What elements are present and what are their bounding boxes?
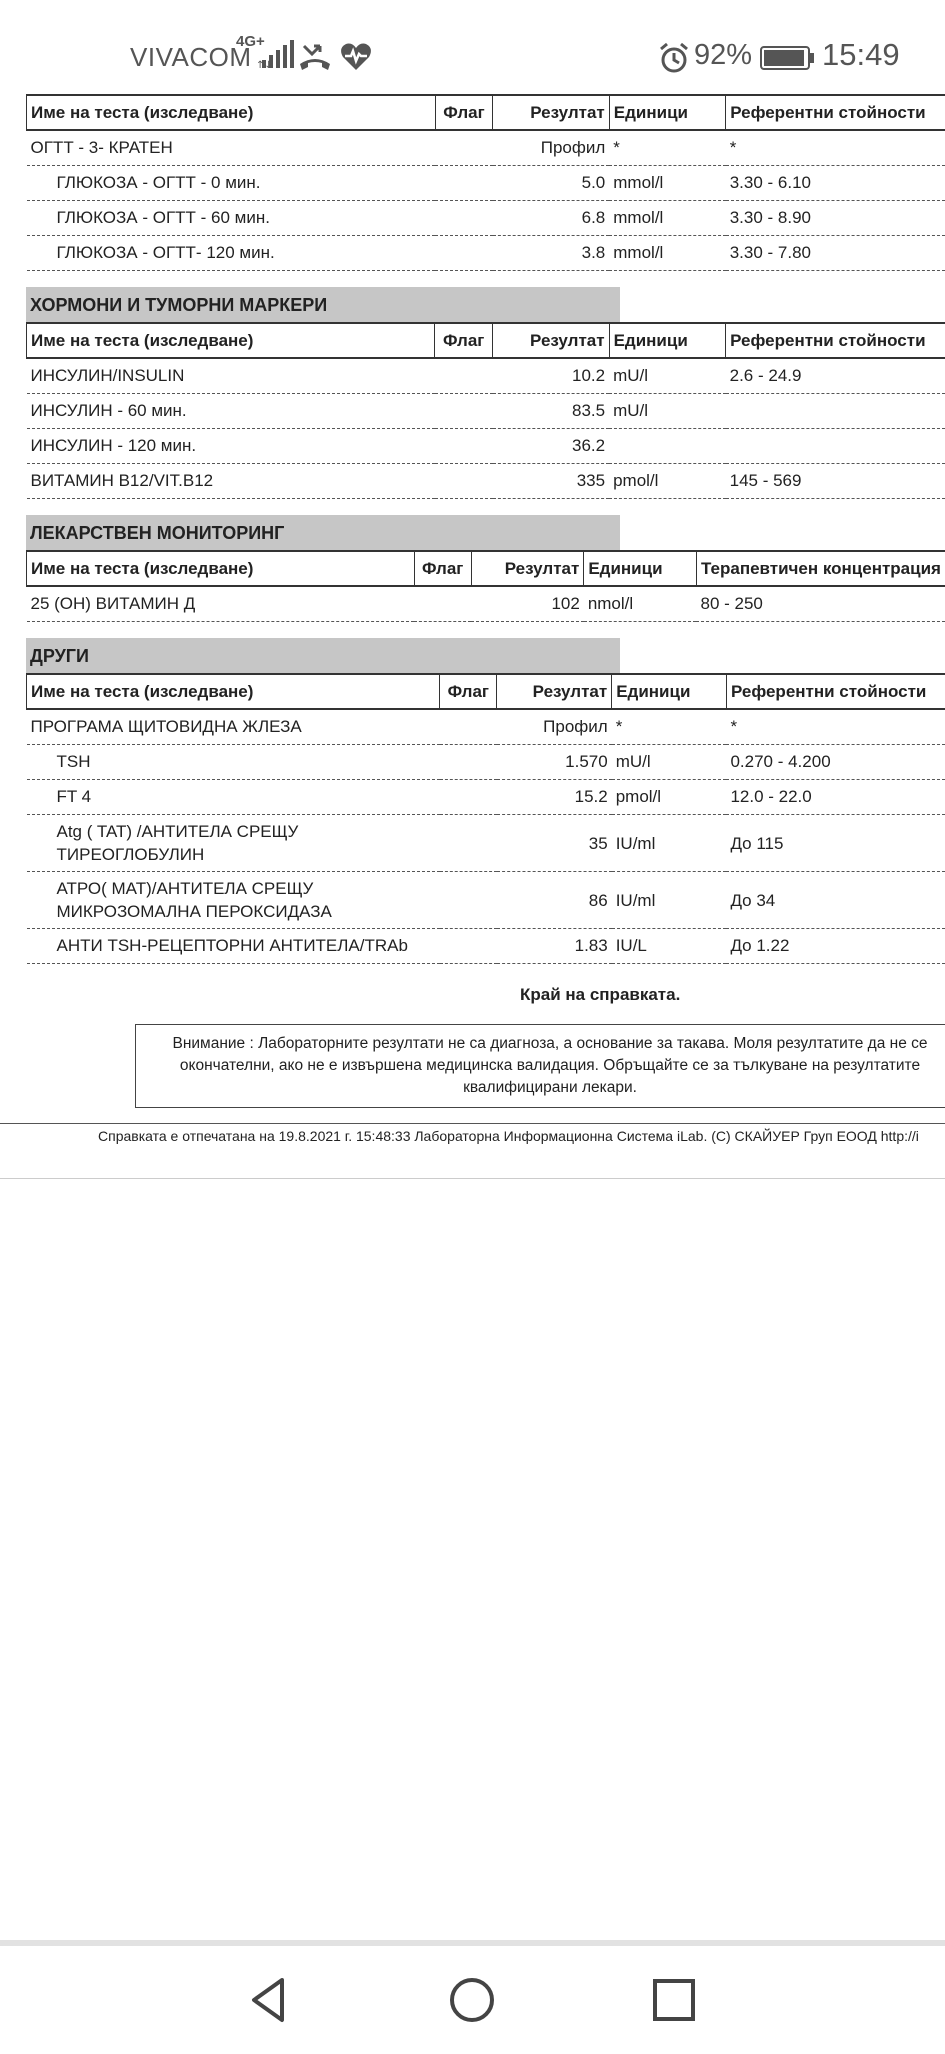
test-name: ВИТАМИН B12/VIT.B12 xyxy=(27,464,435,499)
table-row xyxy=(27,429,945,464)
test-flag xyxy=(440,815,497,872)
battery-percent: 92% xyxy=(694,39,752,72)
test-flag xyxy=(440,872,497,929)
table-row xyxy=(27,166,945,201)
test-reference: 12.0 - 22.0 xyxy=(726,780,945,815)
carrier-name: VIVACOM xyxy=(130,42,251,73)
test-result: 15.2 xyxy=(497,780,612,815)
test-units: mU/l xyxy=(609,394,726,429)
hormones-table xyxy=(26,322,945,499)
col-result-header: Резултат xyxy=(493,95,609,130)
table-header xyxy=(27,323,945,358)
battery-icon xyxy=(760,46,816,70)
test-units: IU/ml xyxy=(612,872,727,929)
table-row xyxy=(27,236,945,271)
table-row xyxy=(27,815,945,872)
test-reference xyxy=(726,394,945,429)
col-result-header: Резултат xyxy=(471,551,584,586)
network-type: 4G+ xyxy=(236,34,265,49)
test-result: 36.2 xyxy=(493,429,610,464)
test-flag xyxy=(440,780,497,815)
test-reference: * xyxy=(726,130,945,166)
test-reference: 80 - 250 xyxy=(696,586,945,622)
col-flag-header: Флаг xyxy=(440,674,497,709)
page-end-divider xyxy=(0,1178,945,1179)
col-units-header: Единици xyxy=(609,95,725,130)
col-name-header: Име на теста (изследване) xyxy=(27,551,415,586)
test-units: nmol/l xyxy=(584,586,697,622)
col-name-header: Име на теста (изследване) xyxy=(27,323,435,358)
test-result: 1.570 xyxy=(497,745,612,780)
test-flag xyxy=(414,586,471,622)
test-name: ГЛЮКОЗА - ОГТТ - 60 мин. xyxy=(27,201,436,236)
test-result: 83.5 xyxy=(493,394,610,429)
test-units xyxy=(609,429,726,464)
notice-line: окончателни, ако не е извършена медицинска валидация. Обръщайте се за тълкуване на резултатите xyxy=(136,1055,945,1077)
col-name-header: Име на теста (изследване) xyxy=(27,95,436,130)
table-row xyxy=(27,130,945,166)
test-reference: 145 - 569 xyxy=(726,464,945,499)
test-result: Профил xyxy=(493,130,609,166)
col-units-header: Единици xyxy=(609,323,726,358)
table-row xyxy=(27,872,945,929)
table-row xyxy=(27,780,945,815)
notice-line: Внимание : Лабораторните резултати не са диагноза, а основание за такава. Моля резултатите да не се xyxy=(136,1033,945,1055)
table-header xyxy=(27,95,945,130)
test-units: pmol/l xyxy=(609,464,726,499)
alarm-icon xyxy=(658,42,690,74)
col-flag-header: Флаг xyxy=(435,95,493,130)
test-result: 35 xyxy=(497,815,612,872)
test-flag xyxy=(435,166,493,201)
test-units: mmol/l xyxy=(609,201,725,236)
test-units: * xyxy=(609,130,725,166)
test-result: Профил xyxy=(497,709,612,745)
test-name: Atg ( TAT) /АНТИТЕЛА СРЕЩУ ТИРЕОГЛОБУЛИН xyxy=(27,815,440,872)
test-flag xyxy=(435,429,493,464)
test-units: mU/l xyxy=(612,745,727,780)
ogtt-table xyxy=(26,94,945,271)
col-flag-header: Флаг xyxy=(435,323,493,358)
test-reference: * xyxy=(726,709,945,745)
test-flag xyxy=(440,929,497,964)
test-result: 335 xyxy=(493,464,610,499)
test-name: АНТИ TSH-РЕЦЕПТОРНИ АНТИТЕЛА/TRAb xyxy=(27,929,440,964)
test-units: IU/ml xyxy=(612,815,727,872)
test-flag xyxy=(435,201,493,236)
test-reference: 2.6 - 24.9 xyxy=(726,358,945,394)
test-units: mmol/l xyxy=(609,236,725,271)
navigation-bar xyxy=(0,1940,945,2054)
footer-text: Справката е отпечатана на 19.8.2021 г. 15:48:33 Лабораторна Информационна Система iLab. (C) СКАЙУЕР Груп ЕООД http://i xyxy=(98,1128,919,1144)
test-flag xyxy=(435,236,493,271)
back-icon[interactable] xyxy=(246,1976,294,2024)
test-reference: 3.30 - 8.90 xyxy=(726,201,945,236)
table-row xyxy=(27,745,945,780)
report-end-text: Край на справката. xyxy=(520,985,680,1005)
test-flag xyxy=(435,464,493,499)
test-flag xyxy=(435,358,493,394)
test-name: ИНСУЛИН - 120 мин. xyxy=(27,429,435,464)
test-result: 1.83 xyxy=(497,929,612,964)
test-name: ИНСУЛИН/INSULIN xyxy=(27,358,435,394)
table-row xyxy=(27,201,945,236)
test-flag xyxy=(435,130,493,166)
test-flag xyxy=(440,745,497,780)
drug-monitoring-table xyxy=(26,550,945,622)
col-reference-header: Референтни стойности xyxy=(726,674,945,709)
test-reference: До 34 xyxy=(726,872,945,929)
recents-icon[interactable] xyxy=(650,1976,698,2024)
table-row xyxy=(27,358,945,394)
test-name: ПРОГРАМА ЩИТОВИДНА ЖЛЕЗА xyxy=(27,709,440,745)
table-row xyxy=(27,929,945,964)
table-row xyxy=(27,709,945,745)
table-header xyxy=(27,551,945,586)
test-name: TSH xyxy=(27,745,440,780)
section-title-other: ДРУГИ xyxy=(26,638,620,674)
clock: 15:49 xyxy=(822,37,900,73)
health-heart-icon xyxy=(340,42,372,72)
test-units: mU/l xyxy=(609,358,726,394)
test-units: IU/L xyxy=(612,929,727,964)
test-reference: 3.30 - 6.10 xyxy=(726,166,945,201)
test-reference: До 1.22 xyxy=(726,929,945,964)
test-name: 25 (OH) ВИТАМИН Д xyxy=(27,586,415,622)
test-name: ГЛЮКОЗА - ОГТТ- 120 мин. xyxy=(27,236,436,271)
col-name-header: Име на теста (изследване) xyxy=(27,674,440,709)
col-flag-header: Флаг xyxy=(414,551,471,586)
col-result-header: Резултат xyxy=(493,323,610,358)
signal-icon xyxy=(236,34,298,74)
test-flag xyxy=(440,709,497,745)
test-reference: До 115 xyxy=(726,815,945,872)
test-result: 10.2 xyxy=(493,358,610,394)
section-title-drug-monitoring: ЛЕКАРСТВЕН МОНИТОРИНГ xyxy=(26,515,620,551)
section-title-hormones: ХОРМОНИ И ТУМОРНИ МАРКЕРИ xyxy=(26,287,620,323)
test-units: * xyxy=(612,709,727,745)
table-row xyxy=(27,464,945,499)
footer-divider xyxy=(0,1123,945,1124)
table-row xyxy=(27,394,945,429)
test-name: FT 4 xyxy=(27,780,440,815)
test-result: 5.0 xyxy=(493,166,609,201)
home-icon[interactable] xyxy=(448,1976,496,2024)
notice-line: квалифицирани лекари. xyxy=(136,1077,945,1099)
table-row xyxy=(27,586,945,622)
test-reference: 3.30 - 7.80 xyxy=(726,236,945,271)
missed-call-icon xyxy=(298,42,332,72)
col-units-header: Единици xyxy=(612,674,727,709)
table-header xyxy=(27,674,945,709)
col-result-header: Резултат xyxy=(497,674,612,709)
test-name: АТРО( MAT)/АНТИТЕЛА СРЕЩУ МИКРОЗОМАЛНА ПЕРОКСИДАЗА xyxy=(27,872,440,929)
test-units: pmol/l xyxy=(612,780,727,815)
svg-text:↑↓: ↑↓ xyxy=(256,60,273,70)
test-result: 3.8 xyxy=(493,236,609,271)
test-result: 6.8 xyxy=(493,201,609,236)
test-result: 102 xyxy=(471,586,584,622)
test-reference xyxy=(726,429,945,464)
col-reference-header: Референтни стойности xyxy=(726,323,945,358)
test-flag xyxy=(435,394,493,429)
test-result: 86 xyxy=(497,872,612,929)
test-reference: 0.270 - 4.200 xyxy=(726,745,945,780)
col-units-header: Единици xyxy=(584,551,697,586)
other-table xyxy=(26,673,945,964)
test-name: ОГТТ - 3- КРАТЕН xyxy=(27,130,436,166)
col-therapeutic-header: Терапевтичен концентрация xyxy=(696,551,945,586)
col-reference-header: Референтни стойности xyxy=(726,95,945,130)
test-name: ИНСУЛИН - 60 мин. xyxy=(27,394,435,429)
test-units: mmol/l xyxy=(609,166,725,201)
disclaimer-notice xyxy=(135,1024,945,1108)
test-name: ГЛЮКОЗА - ОГТТ - 0 мин. xyxy=(27,166,436,201)
